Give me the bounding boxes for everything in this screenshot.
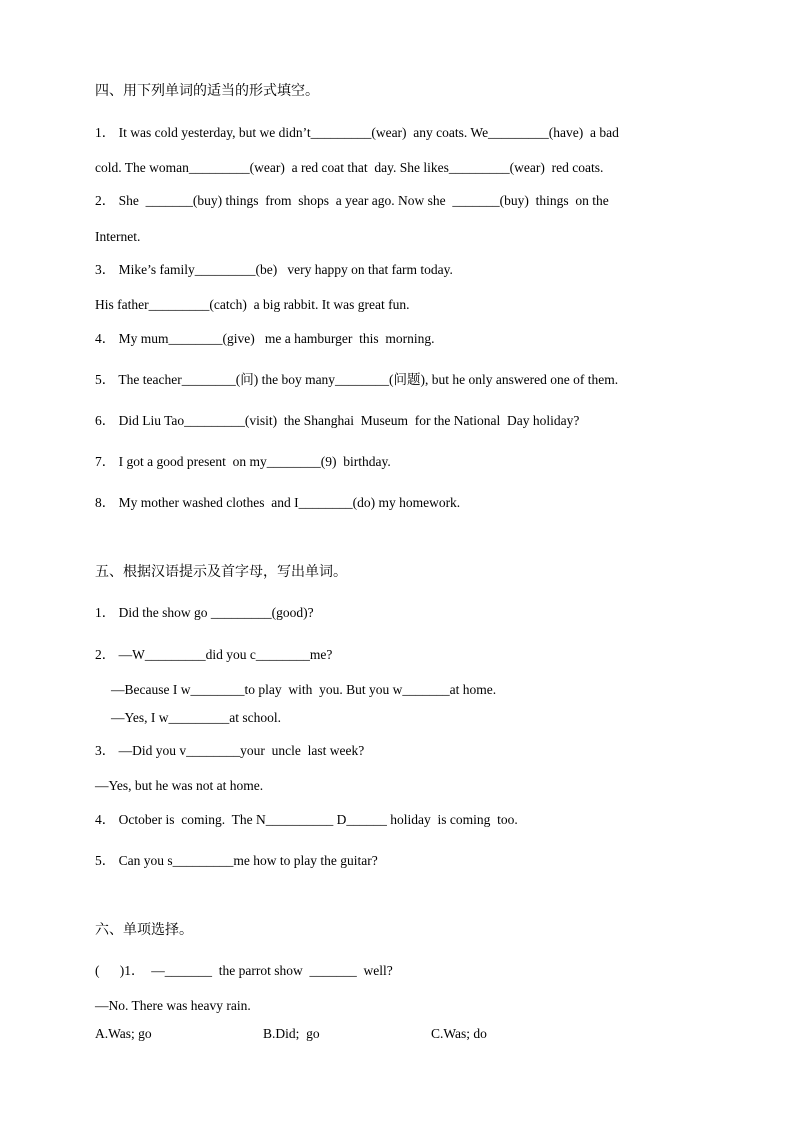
s4-line-8: 5． The teacher________(问) the boy many________(问题), but he only answered one of them.	[95, 372, 619, 387]
s4-line-5: 3． Mike’s family_________(be) very happy on that farm today.	[95, 262, 453, 277]
s5-line-6: —Yes, but he was not at home.	[95, 778, 264, 793]
s5-line-8: 5． Can you s_________me how to play the guitar?	[95, 853, 378, 868]
s4-line-7: 4． My mum________(give) me a hamburger this morning.	[95, 331, 435, 346]
s6-question-1: ( )1． —_______ the parrot show _______ well?	[95, 963, 393, 978]
s5-line-2: 2． —W_________did you c________me?	[95, 647, 333, 662]
s5-line-1: 1． Did the show go _________(good)?	[95, 605, 314, 620]
s4-line-9: 6． Did Liu Tao_________(visit) the Shanghai Museum for the National Day holiday?	[95, 413, 580, 428]
s4-line-11: 8． My mother washed clothes and I________(do) my homework.	[95, 495, 461, 510]
s4-line-4: Internet.	[95, 229, 141, 244]
s4-line-10: 7． I got a good present on my________(9) birthday.	[95, 454, 391, 469]
section-6-heading: 六、单项选择。	[95, 922, 193, 938]
option-b: B.Did; go	[263, 1026, 320, 1041]
section-5-heading: 五、根据汉语提示及首字母，写出单词。	[95, 564, 347, 580]
section-4-heading: 四、用下列单词的适当的形式填空。	[95, 83, 319, 99]
s5-line-5: 3． —Did you v________your uncle last week?	[95, 743, 365, 758]
s5-line-7: 4． October is coming. The N__________ D______ holiday is coming too.	[95, 812, 518, 827]
s5-line-3: —Because I w________to play with you. But you w_______at home.	[111, 682, 497, 697]
s4-line-1: 1． It was cold yesterday, but we didn’t_________(wear) any coats. We_________(have) a bad	[95, 125, 619, 140]
option-a: A.Was; go	[95, 1026, 152, 1041]
s4-line-6: His father_________(catch) a big rabbit. It was great fun.	[95, 297, 410, 312]
s6-question-1-answer: —No. There was heavy rain.	[95, 998, 251, 1013]
option-c: C.Was; do	[431, 1026, 487, 1041]
s4-line-2: cold. The woman_________(wear) a red coat that day. She likes_________(wear) red coats.	[95, 160, 604, 175]
s5-line-4: —Yes, I w_________at school.	[111, 710, 282, 725]
s4-line-3: 2． She _______(buy) things from shops a year ago. Now she _______(buy) things on the	[95, 193, 609, 208]
